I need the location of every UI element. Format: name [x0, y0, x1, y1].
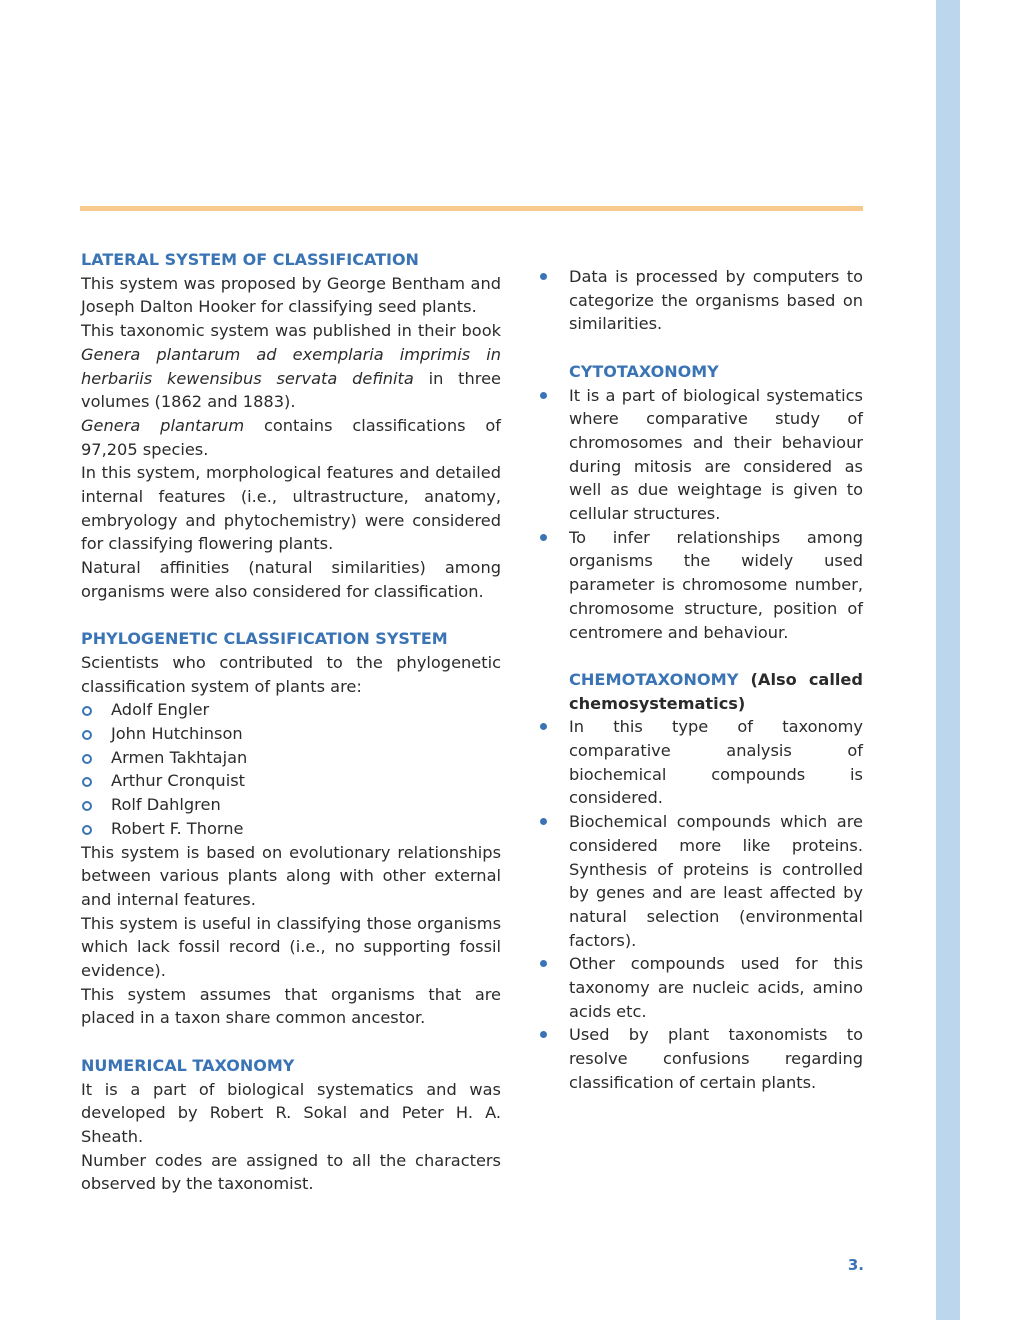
list-item-text: Used by plant taxonomists to resolve confusions regarding classification of certain plants.: [569, 1025, 863, 1092]
section-phylogenetic: [81, 627, 501, 1030]
book-title: Genera plantarum: [81, 415, 245, 435]
list-item-text: John Hutchinson: [111, 724, 243, 744]
list-item: [539, 952, 863, 1023]
section-spacer: [81, 604, 501, 628]
paragraph: Natural affinities (natural similarities) among organisms were also considered for classification.: [81, 558, 501, 601]
list-item-text: Other compounds used for this taxonomy are nucleic acids, amino acids etc.: [569, 954, 863, 1021]
bullet-dot-icon: [540, 723, 547, 730]
section-spacer: [539, 644, 863, 668]
paragraph: [81, 414, 501, 461]
left-column: [81, 248, 501, 1196]
section-heading: CYTOTAXONOMY: [569, 361, 719, 381]
bullet-dot-icon: [540, 1031, 547, 1038]
section-heading: PHYLOGENETIC CLASSIFICATION SYSTEM: [81, 629, 448, 649]
paragraph: [81, 319, 501, 414]
top-divider-rule: [80, 206, 863, 211]
paragraph: This system is useful in classifying those organisms which lack fossil record (i.e., no supporting fossil evidence).: [81, 913, 501, 981]
paragraph: Number codes are assigned to all the characters observed by the taxonomist.: [81, 1150, 501, 1194]
list-item-text: Armen Takhtajan: [111, 747, 248, 767]
paragraph: This system assumes that organisms that are placed in a taxon share common ancestor.: [81, 984, 501, 1028]
numerical-continued-list: [539, 265, 863, 336]
list-item-text: In this type of taxonomy comparative analysis of biochemical compounds is considered.: [569, 717, 863, 808]
text-run: This taxonomic system was published in their book: [81, 321, 501, 341]
section-cytotaxonomy: [539, 360, 863, 644]
side-color-strip: [936, 0, 960, 1320]
section-heading: [539, 668, 863, 715]
heading-main: CHEMOTAXONOMY: [569, 669, 739, 689]
bullet-dot-icon: [540, 392, 547, 399]
section-spacer: [81, 1030, 501, 1054]
list-item: [81, 817, 501, 841]
bullet-dot-icon: [540, 273, 547, 280]
circle-bullet-icon: [82, 730, 92, 740]
circle-bullet-icon: [82, 777, 92, 787]
circle-bullet-icon: [82, 801, 92, 811]
list-item: [539, 1023, 863, 1094]
list-item: [81, 698, 501, 722]
paragraph: Scientists who contributed to the phylogenetic classification system of plants are:: [81, 652, 501, 696]
section-heading: NUMERICAL TAXONOMY: [81, 1055, 295, 1075]
cytotaxonomy-list: [539, 384, 863, 645]
list-item-text: It is a part of biological systematics where comparative study of chromosomes and their behaviour during mitosis are considered as well as due weightage is given to cellular structures.: [569, 385, 863, 524]
list-item: [539, 526, 863, 645]
section-numerical-taxonomy: [81, 1054, 501, 1196]
book-title: Genera plantarum ad exemplaria imprimis in herbariis kewensibus servata definita: [81, 344, 501, 388]
scientist-list: [81, 698, 501, 840]
list-item: [539, 265, 863, 336]
right-column: [539, 265, 863, 1095]
list-item: [81, 769, 501, 793]
text-run: in three volumes (1862 and 1883).: [81, 368, 501, 412]
section-lateral-system: [81, 248, 501, 604]
paragraph: It is a part of biological systematics and was developed by Robert R. Sokal and Peter H. A. Sheath.: [81, 1079, 501, 1146]
page-number: 3.: [847, 1256, 864, 1274]
paragraph: This system is based on evolutionary relationships between various plants along with other external and internal features.: [81, 842, 501, 909]
list-item-text: To infer relationships among organisms the widely used parameter is chromosome number, chromosome structure, position of centromere and behaviour.: [569, 527, 863, 642]
list-item-text: Arthur Cronquist: [111, 771, 245, 791]
list-item: [81, 746, 501, 770]
list-item: [539, 810, 863, 952]
list-item: [539, 715, 863, 810]
list-item: [81, 722, 501, 746]
circle-bullet-icon: [82, 754, 92, 764]
list-item-text: Rolf Dahlgren: [111, 795, 221, 815]
text-run: contains classifications of 97,205 species.: [81, 415, 502, 459]
list-item-text: Data is processed by computers to categorize the organisms based on similarities.: [569, 267, 863, 334]
section-heading: LATERAL SYSTEM OF CLASSIFICATION: [81, 250, 419, 269]
list-item-text: Adolf Engler: [111, 700, 210, 720]
paragraph: This system was proposed by George Bentham and Joseph Dalton Hooker for classifying seed plants.: [81, 273, 501, 317]
circle-bullet-icon: [82, 825, 92, 835]
section-chemotaxonomy: [539, 668, 863, 1095]
heading-suffix: (Also called chemosystematics): [569, 669, 863, 713]
list-item: [539, 384, 863, 526]
bullet-dot-icon: [540, 960, 547, 967]
circle-bullet-icon: [82, 706, 92, 716]
bullet-dot-icon: [540, 818, 547, 825]
list-item-text: Biochemical compounds which are considered more like proteins. Synthesis of proteins is controlled by genes and are least affected by natural selection (environmental factors).: [569, 812, 863, 950]
list-item: [81, 793, 501, 817]
section-spacer: [539, 336, 863, 360]
chemotaxonomy-list: [539, 715, 863, 1094]
list-item-text: Robert F. Thorne: [111, 818, 244, 838]
paragraph: In this system, morphological features and detailed internal features (i.e., ultrastructure, anatomy, embryology and phytochemistry) were considered for classifying flowering plants.: [81, 463, 501, 554]
bullet-dot-icon: [540, 534, 547, 541]
